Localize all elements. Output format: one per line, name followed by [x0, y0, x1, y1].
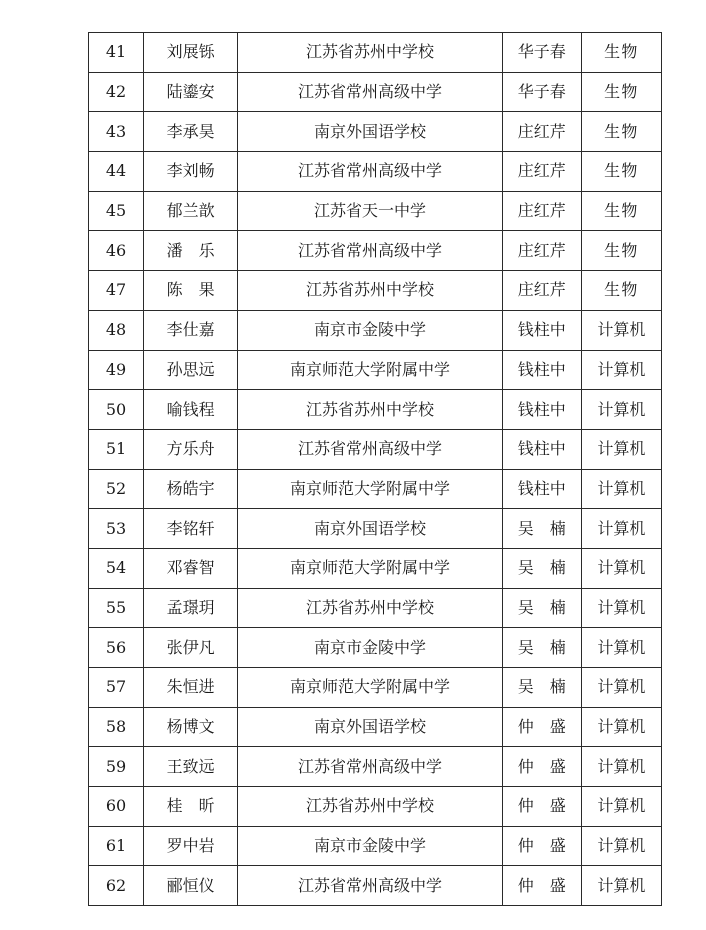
- school-cell: 南京外国语学校: [238, 707, 502, 747]
- row-number-cell: 46: [89, 231, 144, 271]
- row-number-cell: 48: [89, 310, 144, 350]
- student-name-cell: 杨博文: [144, 707, 238, 747]
- school-cell: 南京市金陵中学: [238, 310, 502, 350]
- student-name-cell: 潘 乐: [144, 231, 238, 271]
- subject-cell: 计算机: [581, 390, 661, 430]
- subject-cell: 计算机: [581, 628, 661, 668]
- subject-cell: 计算机: [581, 469, 661, 509]
- row-number-cell: 53: [89, 509, 144, 549]
- school-cell: 江苏省苏州中学校: [238, 271, 502, 311]
- student-name-cell: 刘展铄: [144, 33, 238, 73]
- table-row: [89, 469, 662, 509]
- school-cell: 江苏省天一中学: [238, 191, 502, 231]
- teacher-cell: 庄红芹: [502, 271, 581, 311]
- row-number-cell: 43: [89, 112, 144, 152]
- teacher-cell: 钱柱中: [502, 390, 581, 430]
- row-number-cell: 55: [89, 588, 144, 628]
- row-number-cell: 49: [89, 350, 144, 390]
- table-body: [89, 33, 662, 906]
- student-name-cell: 孟璟玥: [144, 588, 238, 628]
- teacher-cell: 仲 盛: [502, 747, 581, 787]
- subject-cell: 计算机: [581, 826, 661, 866]
- student-name-cell: 李刘畅: [144, 152, 238, 192]
- school-cell: 江苏省常州高级中学: [238, 747, 502, 787]
- row-number-cell: 61: [89, 826, 144, 866]
- table-row: [89, 72, 662, 112]
- school-cell: 江苏省常州高级中学: [238, 152, 502, 192]
- subject-cell: 计算机: [581, 747, 661, 787]
- school-cell: 江苏省苏州中学校: [238, 390, 502, 430]
- table-row: [89, 152, 662, 192]
- school-cell: 南京师范大学附属中学: [238, 469, 502, 509]
- table-row: [89, 33, 662, 73]
- teacher-cell: 钱柱中: [502, 429, 581, 469]
- table-row: [89, 866, 662, 906]
- student-name-cell: 李铭轩: [144, 509, 238, 549]
- student-name-cell: 邓睿智: [144, 548, 238, 588]
- teacher-cell: 仲 盛: [502, 787, 581, 827]
- row-number-cell: 54: [89, 548, 144, 588]
- student-name-cell: 喻钱程: [144, 390, 238, 430]
- table-row: [89, 707, 662, 747]
- school-cell: 南京外国语学校: [238, 509, 502, 549]
- table-row: [89, 747, 662, 787]
- table-row: [89, 350, 662, 390]
- student-name-cell: 王致远: [144, 747, 238, 787]
- row-number-cell: 50: [89, 390, 144, 430]
- student-name-cell: 朱恒进: [144, 668, 238, 708]
- table-row: [89, 668, 662, 708]
- teacher-cell: 华子春: [502, 72, 581, 112]
- subject-cell: 生物: [581, 152, 661, 192]
- school-cell: 江苏省苏州中学校: [238, 787, 502, 827]
- student-name-cell: 桂 昕: [144, 787, 238, 827]
- table-row: [89, 826, 662, 866]
- teacher-cell: 仲 盛: [502, 707, 581, 747]
- student-name-cell: 李承昊: [144, 112, 238, 152]
- subject-cell: 计算机: [581, 707, 661, 747]
- table-row: [89, 509, 662, 549]
- subject-cell: 计算机: [581, 668, 661, 708]
- row-number-cell: 47: [89, 271, 144, 311]
- subject-cell: 生物: [581, 72, 661, 112]
- school-cell: 南京市金陵中学: [238, 826, 502, 866]
- student-name-cell: 罗中岩: [144, 826, 238, 866]
- subject-cell: 计算机: [581, 588, 661, 628]
- row-number-cell: 57: [89, 668, 144, 708]
- teacher-cell: 吴 楠: [502, 588, 581, 628]
- school-cell: 南京外国语学校: [238, 112, 502, 152]
- student-name-cell: 张伊凡: [144, 628, 238, 668]
- school-cell: 江苏省常州高级中学: [238, 866, 502, 906]
- table-row: [89, 310, 662, 350]
- teacher-cell: 吴 楠: [502, 668, 581, 708]
- teacher-cell: 庄红芹: [502, 191, 581, 231]
- subject-cell: 计算机: [581, 548, 661, 588]
- school-cell: 南京师范大学附属中学: [238, 548, 502, 588]
- subject-cell: 计算机: [581, 429, 661, 469]
- teacher-cell: 庄红芹: [502, 112, 581, 152]
- table-row: [89, 628, 662, 668]
- teacher-cell: 吴 楠: [502, 509, 581, 549]
- row-number-cell: 56: [89, 628, 144, 668]
- teacher-cell: 庄红芹: [502, 152, 581, 192]
- school-cell: 南京市金陵中学: [238, 628, 502, 668]
- subject-cell: 生物: [581, 112, 661, 152]
- subject-cell: 计算机: [581, 310, 661, 350]
- row-number-cell: 42: [89, 72, 144, 112]
- teacher-cell: 庄红芹: [502, 231, 581, 271]
- table-row: [89, 271, 662, 311]
- table-row: [89, 429, 662, 469]
- teacher-cell: 仲 盛: [502, 826, 581, 866]
- teacher-cell: 吴 楠: [502, 628, 581, 668]
- teacher-cell: 华子春: [502, 33, 581, 73]
- row-number-cell: 45: [89, 191, 144, 231]
- row-number-cell: 58: [89, 707, 144, 747]
- student-name-cell: 孙思远: [144, 350, 238, 390]
- row-number-cell: 60: [89, 787, 144, 827]
- school-cell: 南京师范大学附属中学: [238, 668, 502, 708]
- row-number-cell: 59: [89, 747, 144, 787]
- school-cell: 江苏省苏州中学校: [238, 588, 502, 628]
- teacher-cell: 仲 盛: [502, 866, 581, 906]
- row-number-cell: 52: [89, 469, 144, 509]
- row-number-cell: 51: [89, 429, 144, 469]
- table-row: [89, 112, 662, 152]
- student-name-cell: 陆鎏安: [144, 72, 238, 112]
- student-table: [88, 32, 662, 906]
- table-row: [89, 787, 662, 827]
- subject-cell: 计算机: [581, 350, 661, 390]
- subject-cell: 计算机: [581, 866, 661, 906]
- table-row: [89, 191, 662, 231]
- student-name-cell: 陈 果: [144, 271, 238, 311]
- student-name-cell: 郁兰歆: [144, 191, 238, 231]
- teacher-cell: 吴 楠: [502, 548, 581, 588]
- subject-cell: 生物: [581, 231, 661, 271]
- student-name-cell: 方乐舟: [144, 429, 238, 469]
- school-cell: 江苏省常州高级中学: [238, 72, 502, 112]
- teacher-cell: 钱柱中: [502, 350, 581, 390]
- subject-cell: 计算机: [581, 509, 661, 549]
- table-row: [89, 390, 662, 430]
- student-name-cell: 杨皓宇: [144, 469, 238, 509]
- school-cell: 江苏省常州高级中学: [238, 231, 502, 271]
- subject-cell: 计算机: [581, 787, 661, 827]
- row-number-cell: 41: [89, 33, 144, 73]
- row-number-cell: 44: [89, 152, 144, 192]
- row-number-cell: 62: [89, 866, 144, 906]
- school-cell: 江苏省常州高级中学: [238, 429, 502, 469]
- school-cell: 南京师范大学附属中学: [238, 350, 502, 390]
- teacher-cell: 钱柱中: [502, 469, 581, 509]
- student-name-cell: 郦恒仪: [144, 866, 238, 906]
- subject-cell: 生物: [581, 33, 661, 73]
- subject-cell: 生物: [581, 191, 661, 231]
- table-row: [89, 231, 662, 271]
- teacher-cell: 钱柱中: [502, 310, 581, 350]
- subject-cell: 生物: [581, 271, 661, 311]
- table-row: [89, 548, 662, 588]
- table-row: [89, 588, 662, 628]
- school-cell: 江苏省苏州中学校: [238, 33, 502, 73]
- student-name-cell: 李仕嘉: [144, 310, 238, 350]
